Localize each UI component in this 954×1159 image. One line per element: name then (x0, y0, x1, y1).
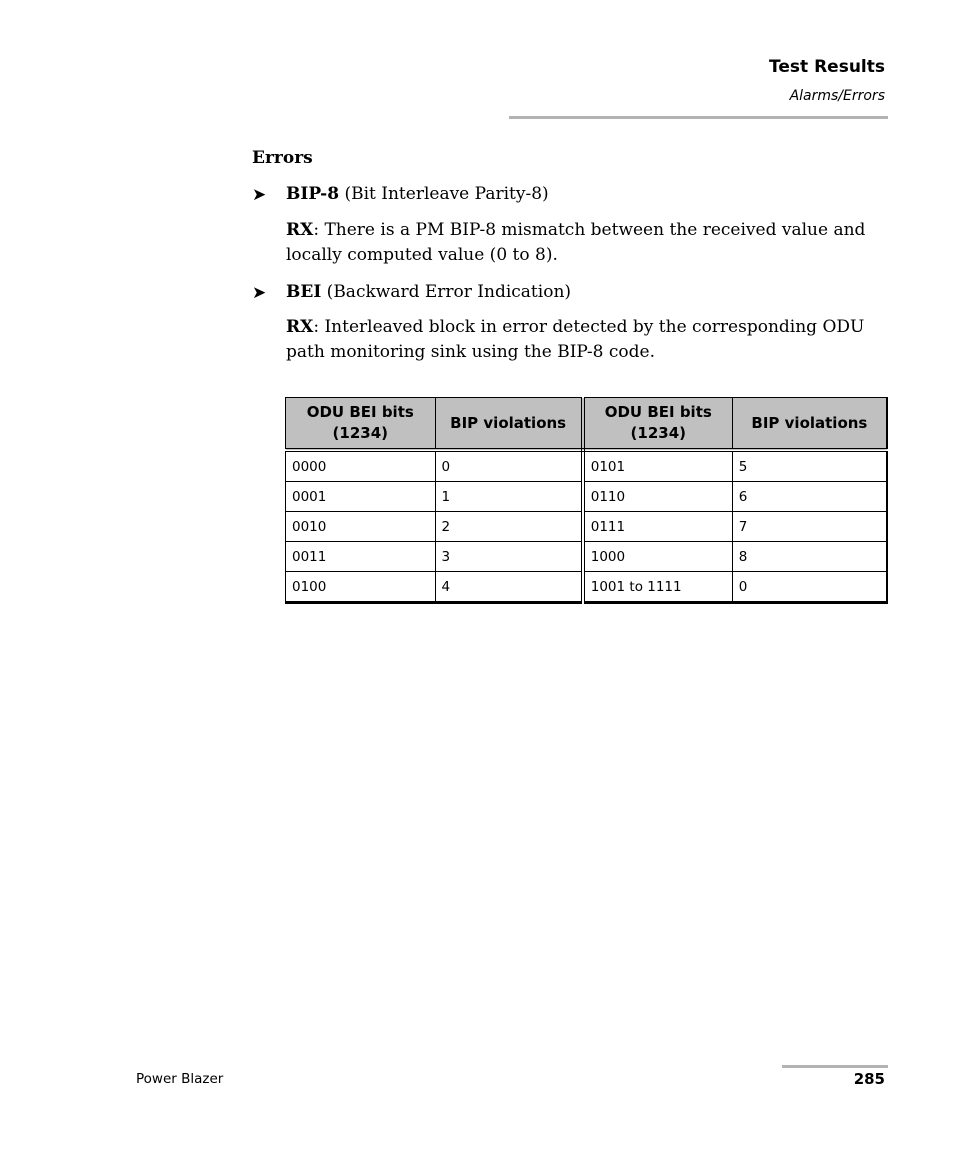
table-cell: 1 (435, 482, 583, 512)
detail-paragraph-bei (286, 315, 891, 365)
table-row (286, 542, 888, 572)
table-cell: 1000 (583, 542, 733, 572)
table-cell: 5 (732, 450, 887, 482)
bullet-item-bip8 (286, 184, 549, 204)
detail-text: : There is a PM BIP-8 mismatch between the received value and locally computed value (0 to 8). (286, 220, 866, 265)
bullet-arrow-icon: ➤ (252, 283, 267, 303)
table-cell: 2 (435, 512, 583, 542)
detail-label: RX (286, 220, 314, 240)
table-row (286, 450, 888, 482)
term: BIP-8 (286, 184, 340, 204)
table-cell: 6 (732, 482, 887, 512)
detail-label: RX (286, 317, 314, 337)
table-cell: 4 (435, 572, 583, 603)
detail-text: : Interleaved block in error detected by the corresponding ODU path monitoring sink using the BIP-8 code. (286, 317, 865, 362)
table-cell: 1001 to 1111 (583, 572, 733, 603)
table-cell: 0011 (286, 542, 436, 572)
table-cell: 0000 (286, 450, 436, 482)
table-row (286, 572, 888, 603)
table-cell: 0101 (583, 450, 733, 482)
column-header: ODU BEI bits (1234) (583, 398, 733, 451)
table-cell: 0 (435, 450, 583, 482)
table-row (286, 512, 888, 542)
header-title: Test Results (769, 57, 885, 77)
term: BEI (286, 282, 322, 302)
header-subtitle: Alarms/Errors (789, 88, 885, 104)
table-cell: 0001 (286, 482, 436, 512)
table-header-row (286, 398, 888, 451)
table-cell: 3 (435, 542, 583, 572)
term-description: (Backward Error Indication) (321, 282, 572, 302)
header-rule (509, 116, 888, 119)
column-header: BIP violations (732, 398, 887, 451)
section-heading: Errors (252, 148, 313, 168)
table-cell: 0111 (583, 512, 733, 542)
bullet-item-bei (286, 282, 571, 302)
table-cell: 0110 (583, 482, 733, 512)
table-cell: 0010 (286, 512, 436, 542)
detail-paragraph-bip8 (286, 218, 891, 268)
table-cell: 7 (732, 512, 887, 542)
bullet-arrow-icon: ➤ (252, 185, 267, 205)
table-cell: 0 (732, 572, 887, 603)
footer-product-name: Power Blazer (136, 1071, 224, 1087)
table-cell: 8 (732, 542, 887, 572)
column-header: ODU BEI bits (1234) (286, 398, 436, 451)
page-number: 285 (853, 1070, 885, 1088)
footer-rule (782, 1065, 888, 1068)
column-header: BIP violations (435, 398, 583, 451)
table-row (286, 482, 888, 512)
term-description: (Bit Interleave Parity-8) (339, 184, 549, 204)
bei-bip-table (285, 397, 888, 604)
table-cell: 0100 (286, 572, 436, 603)
